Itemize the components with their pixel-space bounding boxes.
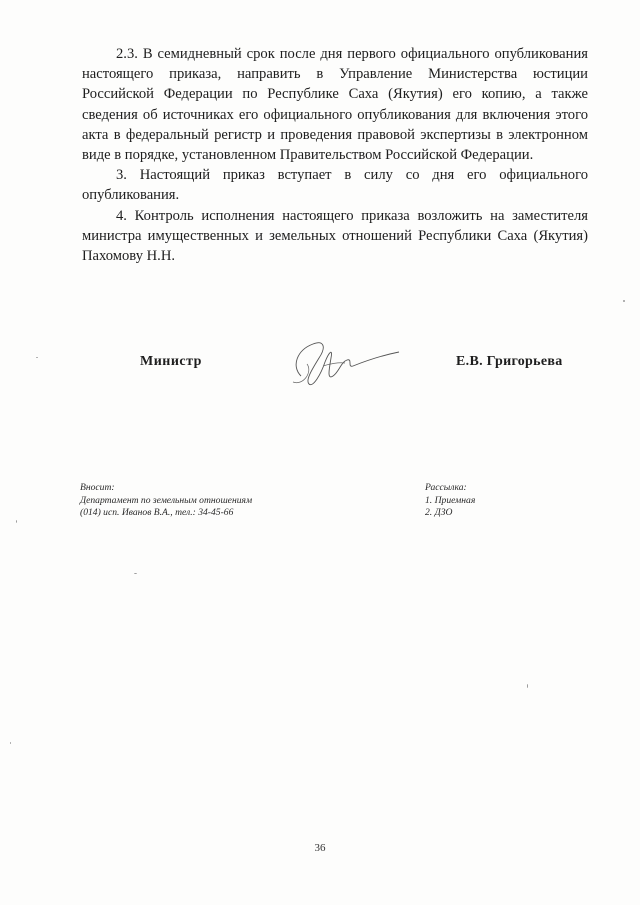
submitted-by-department: Департамент по земельным отношениям — [80, 494, 253, 506]
submitted-by-label: Вносит: — [80, 482, 115, 493]
signatory-name: Е.В. Григорьева — [456, 354, 563, 369]
distribution-note — [425, 482, 475, 520]
submitted-by-note — [80, 482, 252, 520]
order-body-text — [82, 44, 588, 266]
scan-speck — [623, 300, 625, 302]
page-number: 36 — [314, 842, 326, 854]
paragraph-2-3: 2.3. В семидневный срок после дня первого официального опубликования настоящего приказа, направить в Управление Министерства юстиции Российской Федерации по Республике Саха (Якутия) его копию, а также сведения об источниках его официального опубликования для включения этого акта в федеральный регистр и проведения правовой экспертизы в электронном виде в порядке, установленном Правительством Российской Федерации. — [82, 46, 588, 164]
scan-speck — [36, 357, 38, 358]
handwritten-signature — [283, 336, 403, 392]
distribution-item: 2. ДЗО — [425, 507, 453, 519]
signatory-title: Министр — [140, 354, 202, 369]
scan-speck — [527, 684, 528, 688]
scan-speck — [16, 520, 17, 523]
paragraph-3: 3. Настоящий приказ вступает в силу со дня его официального опубликования. — [82, 167, 588, 204]
distribution-label: Рассылка: — [425, 482, 467, 493]
scan-speck — [10, 742, 11, 744]
paragraph-4: 4. Контроль исполнения настоящего приказа возложить на заместителя министра имущественных и земельных отношений Республики Саха (Якутия) Пахомову Н.Н. — [82, 207, 588, 265]
distribution-item: 1. Приемная — [425, 494, 476, 506]
submitted-by-contact: (014) исп. Иванов В.А., тел.: 34-45-66 — [80, 507, 234, 519]
scan-speck — [134, 573, 137, 574]
